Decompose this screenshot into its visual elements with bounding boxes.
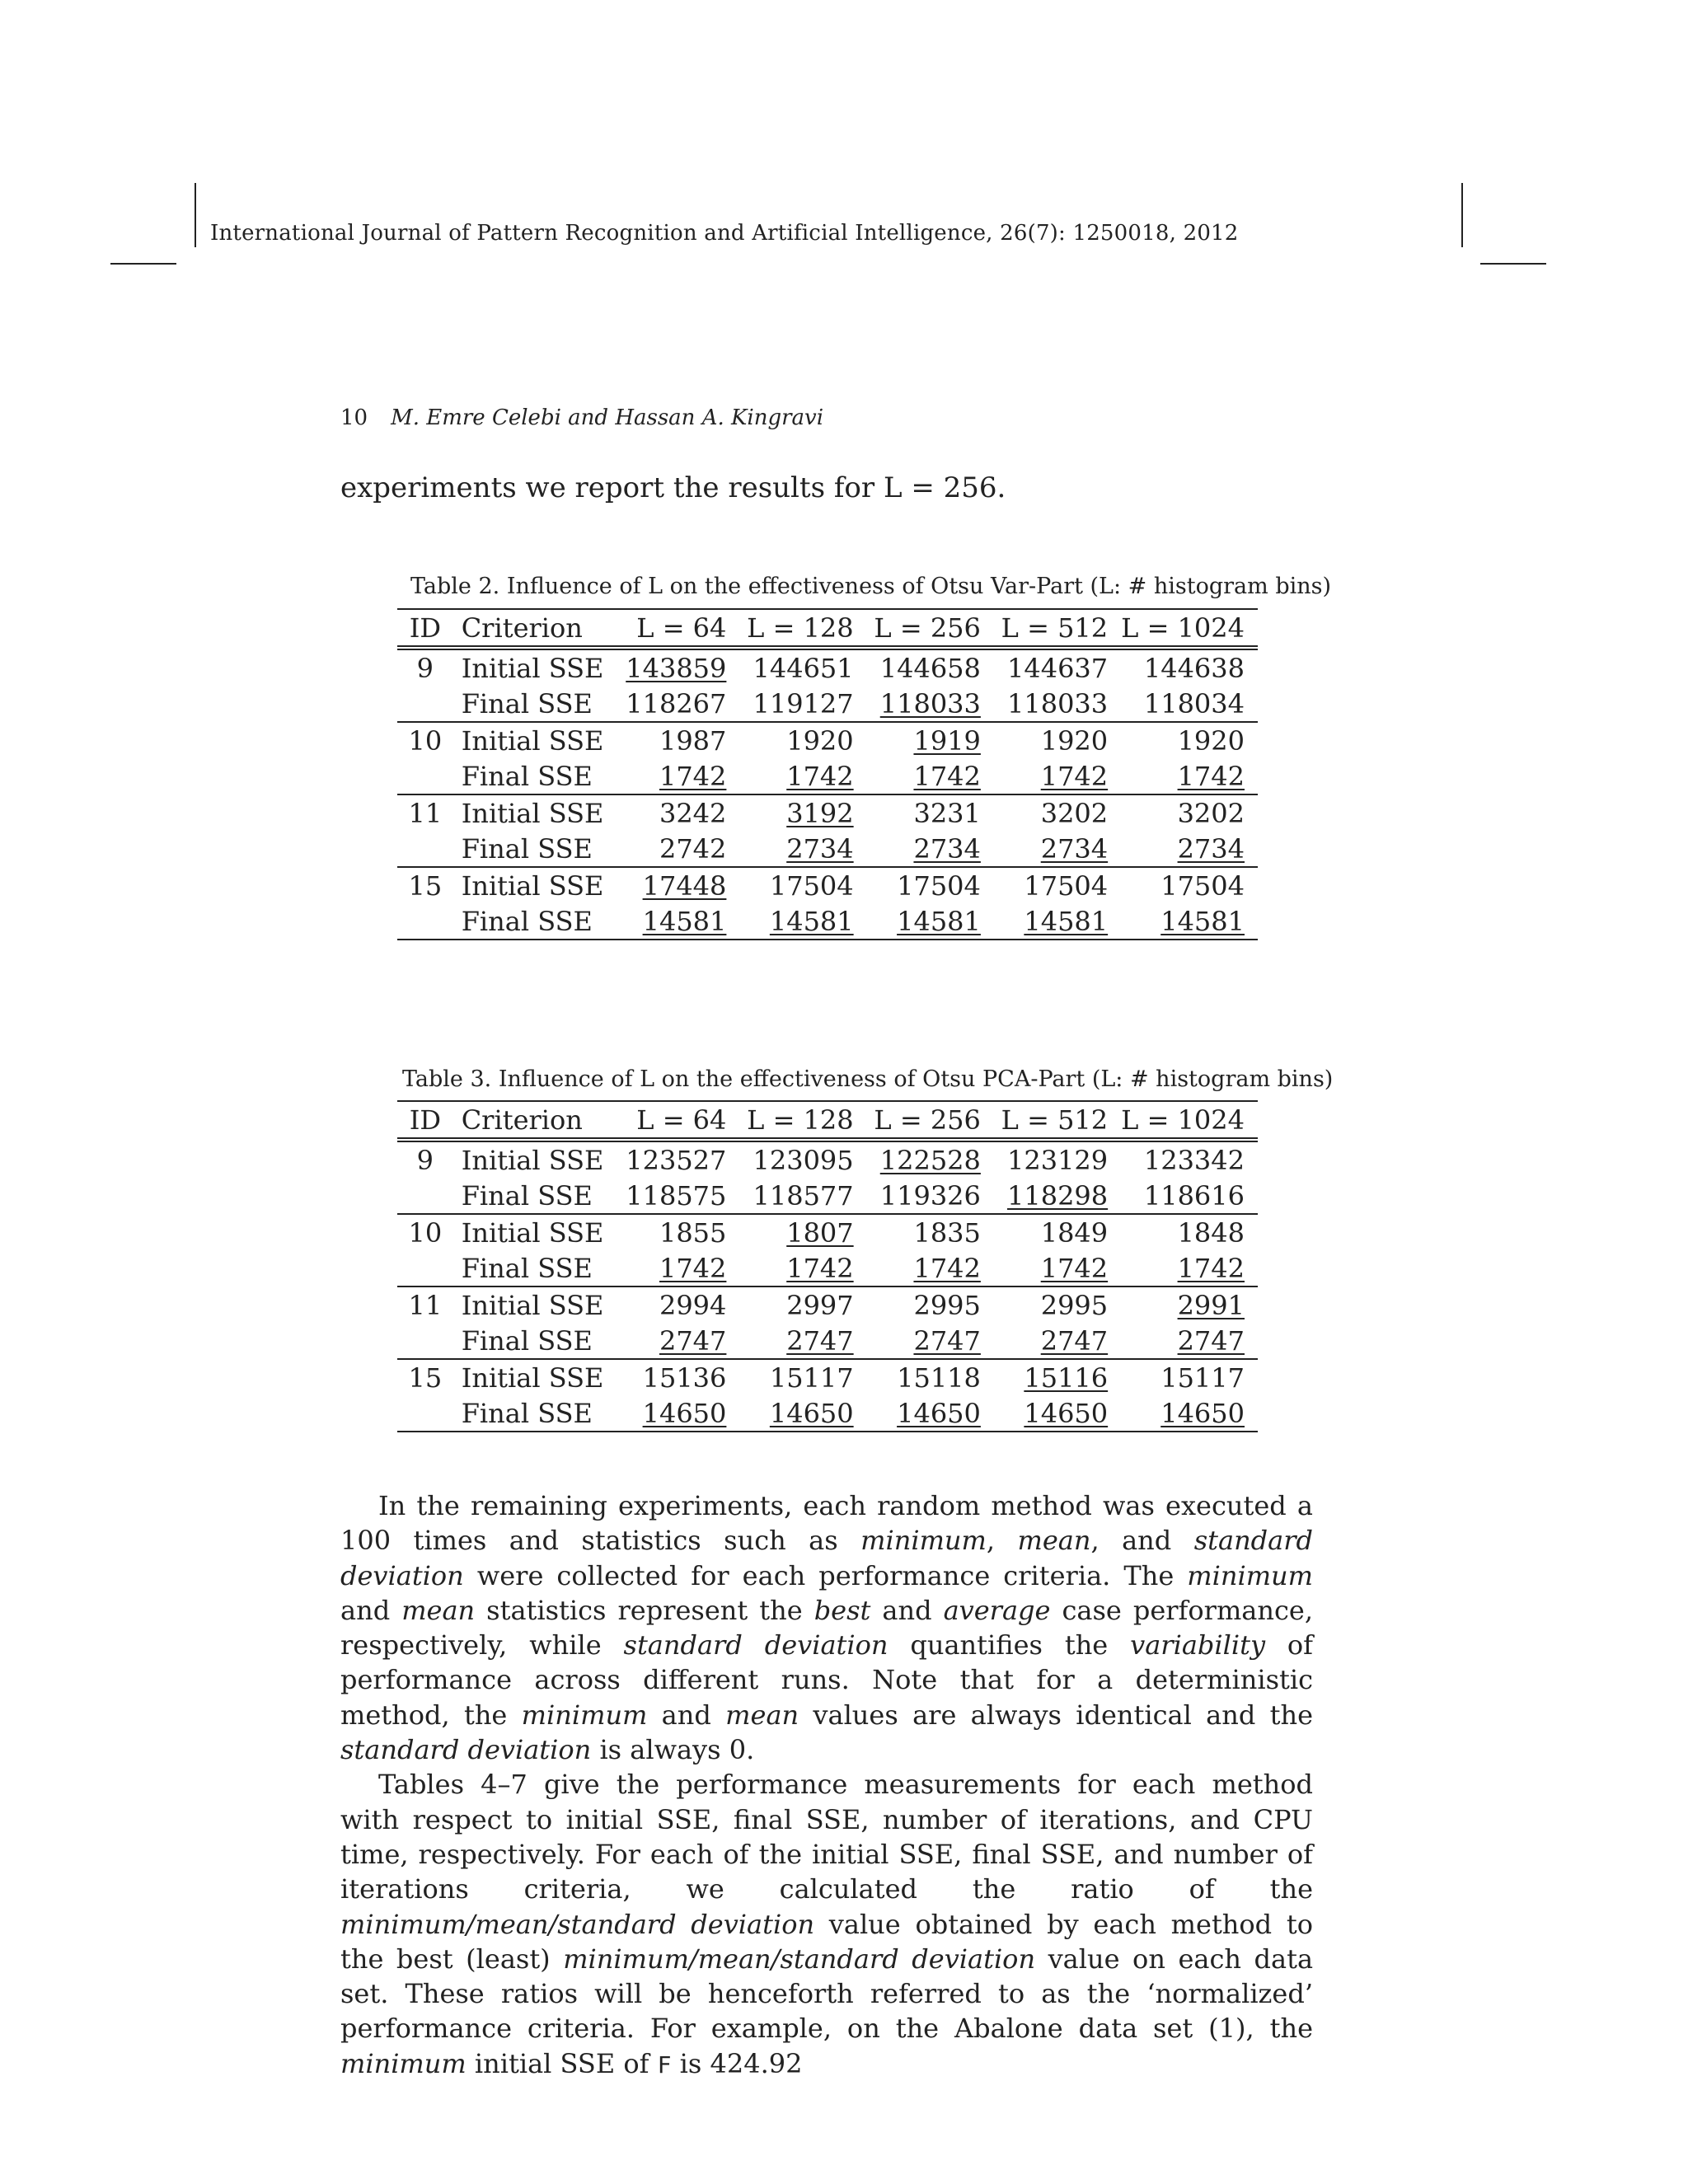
value-cell: 144658 xyxy=(879,652,981,684)
dataset-group xyxy=(397,1214,1258,1286)
value-cell: 14650 xyxy=(1160,1397,1245,1429)
criterion-cell: Initial SSE xyxy=(461,869,604,902)
value-cell: 3231 xyxy=(913,797,981,829)
dataset-id xyxy=(397,758,453,794)
criterion-cell: Final SSE xyxy=(461,687,593,719)
value-cell: 2734 xyxy=(786,832,854,865)
value-cell: 143859 xyxy=(626,652,727,684)
value-cell: 2995 xyxy=(913,1289,981,1321)
value-cell: 1919 xyxy=(913,724,981,757)
value-cell: 1920 xyxy=(1040,724,1109,757)
column-header: L = 128 xyxy=(747,1104,854,1136)
value-cell: 14650 xyxy=(1024,1397,1109,1429)
value-cell: 2994 xyxy=(659,1289,727,1321)
column-header: L = 128 xyxy=(747,612,854,644)
value-cell: 1742 xyxy=(1177,760,1245,792)
value-cell: 3202 xyxy=(1040,797,1109,829)
value-cell: 123342 xyxy=(1143,1144,1245,1176)
value-cell: 123095 xyxy=(753,1144,854,1176)
column-header: L = 256 xyxy=(874,1104,981,1136)
value-cell: 1742 xyxy=(1040,760,1109,792)
value-cell: 17504 xyxy=(897,869,981,902)
criterion-cell: Initial SSE xyxy=(461,724,604,757)
criterion-cell: Final SSE xyxy=(461,1179,593,1212)
body-text xyxy=(340,1488,1313,2083)
value-cell: 1742 xyxy=(786,1252,854,1284)
value-cell: 118033 xyxy=(879,687,981,719)
table2 xyxy=(397,608,1258,940)
table-row xyxy=(397,722,1258,758)
criterion-cell: Final SSE xyxy=(461,832,593,865)
intro-line: experiments we report the results for L = 256. xyxy=(340,471,1006,504)
crop-mark-left-vertical xyxy=(195,183,196,247)
value-cell: 144637 xyxy=(1006,652,1109,684)
criterion-cell: Final SSE xyxy=(461,1252,593,1284)
value-cell: 3242 xyxy=(659,797,727,829)
table-header-row xyxy=(397,1101,1258,1140)
criterion-cell: Initial SSE xyxy=(461,1144,604,1176)
table-row xyxy=(397,1178,1258,1214)
criterion-cell: Initial SSE xyxy=(461,1289,604,1321)
table-row xyxy=(397,648,1258,686)
table-header-row xyxy=(397,609,1258,648)
value-cell: 3192 xyxy=(786,797,854,829)
dataset-id xyxy=(397,1395,453,1432)
table-row xyxy=(397,758,1258,794)
value-cell: 1742 xyxy=(659,760,727,792)
criterion-cell: Final SSE xyxy=(461,1324,593,1357)
dataset-id: 11 xyxy=(408,1289,443,1321)
value-cell: 1742 xyxy=(1177,1252,1245,1284)
criterion-cell: Initial SSE xyxy=(461,652,604,684)
dataset-group xyxy=(397,1140,1258,1214)
table-row xyxy=(397,1395,1258,1432)
authors: M. Emre Celebi and Hassan A. Kingravi xyxy=(391,405,824,430)
value-cell: 2997 xyxy=(786,1289,854,1321)
value-cell: 2991 xyxy=(1177,1289,1245,1321)
value-cell: 14650 xyxy=(897,1397,981,1429)
table-row xyxy=(397,794,1258,831)
value-cell: 15117 xyxy=(1160,1361,1245,1394)
value-cell: 2742 xyxy=(659,832,727,865)
column-header: L = 64 xyxy=(636,612,727,644)
value-cell: 1849 xyxy=(1040,1216,1109,1249)
value-cell: 15136 xyxy=(642,1361,727,1394)
value-cell: 1742 xyxy=(1040,1252,1109,1284)
value-cell: 15118 xyxy=(897,1361,981,1394)
value-cell: 123527 xyxy=(626,1144,727,1176)
dataset-id: 11 xyxy=(408,797,443,829)
value-cell: 2747 xyxy=(786,1324,854,1357)
dataset-id xyxy=(397,831,453,867)
value-cell: 118575 xyxy=(626,1179,727,1212)
column-header: ID xyxy=(409,612,441,644)
value-cell: 1835 xyxy=(913,1216,981,1249)
dataset-id: 10 xyxy=(408,724,443,757)
value-cell: 17504 xyxy=(1024,869,1109,902)
value-cell: 1742 xyxy=(913,760,981,792)
value-cell: 2747 xyxy=(659,1324,727,1357)
page-number: 10 xyxy=(340,405,368,430)
value-cell: 1742 xyxy=(786,760,854,792)
table-row xyxy=(397,1323,1258,1359)
dataset-group xyxy=(397,1359,1258,1432)
dataset-id: 9 xyxy=(416,1144,434,1176)
value-cell: 2734 xyxy=(913,832,981,865)
dataset-id xyxy=(397,903,453,940)
value-cell: 118298 xyxy=(1006,1179,1109,1212)
value-cell: 1807 xyxy=(786,1216,854,1249)
paragraph-1: In the remaining experiments, each random method was executed a 100 times and statistics such as minimum, mean, and standard deviation were collected for each performance criteria. The minimum and mean statistics represent the best and average case performance, respectively, while standard deviation quantifies the variability of performance across different runs. Note that for a deterministic method, the minimum and mean values are always identical and the standard deviation is always 0. xyxy=(340,1490,1314,1766)
criterion-cell: Final SSE xyxy=(461,1397,593,1429)
criterion-cell: Initial SSE xyxy=(461,1361,604,1394)
value-cell: 144638 xyxy=(1143,652,1245,684)
value-cell: 15116 xyxy=(1024,1361,1109,1394)
value-cell: 14581 xyxy=(1024,905,1109,937)
value-cell: 2995 xyxy=(1040,1289,1109,1321)
column-header: L = 256 xyxy=(874,612,981,644)
table3 xyxy=(397,1100,1258,1432)
table-row xyxy=(397,1214,1258,1250)
value-cell: 3202 xyxy=(1177,797,1245,829)
table-row xyxy=(397,1359,1258,1395)
table-row xyxy=(397,1140,1258,1178)
value-cell: 2734 xyxy=(1040,832,1109,865)
dataset-id: 9 xyxy=(416,652,434,684)
dataset-id xyxy=(397,1323,453,1359)
value-cell: 17504 xyxy=(1160,869,1245,902)
dataset-id xyxy=(397,1178,453,1214)
crop-mark-right-vertical xyxy=(1461,183,1463,247)
value-cell: 118267 xyxy=(626,687,727,719)
value-cell: 1848 xyxy=(1177,1216,1245,1249)
column-header: L = 1024 xyxy=(1121,612,1245,644)
column-header: L = 512 xyxy=(1001,1104,1109,1136)
value-cell: 15117 xyxy=(769,1361,854,1394)
value-cell: 14650 xyxy=(769,1397,854,1429)
column-header: L = 64 xyxy=(636,1104,727,1136)
journal-citation: International Journal of Pattern Recognition and Artificial Intelligence, 26(7): 1250018, 2012 xyxy=(210,221,1239,246)
criterion-cell: Final SSE xyxy=(461,760,593,792)
dataset-id: 10 xyxy=(408,1216,443,1249)
value-cell: 1920 xyxy=(1177,724,1245,757)
dataset-group xyxy=(397,1286,1258,1359)
value-cell: 2734 xyxy=(1177,832,1245,865)
dataset-id: 15 xyxy=(408,869,443,902)
column-header: L = 1024 xyxy=(1121,1104,1245,1136)
value-cell: 119326 xyxy=(879,1179,981,1212)
table3-caption: Table 3. Influence of L on the effectiveness of Otsu PCA-Part (L: # histogram bins) xyxy=(402,1066,1334,1092)
value-cell: 118616 xyxy=(1143,1179,1245,1212)
value-cell: 1855 xyxy=(659,1216,727,1249)
value-cell: 14581 xyxy=(642,905,727,937)
dataset-id: 15 xyxy=(408,1361,443,1394)
column-header: Criterion xyxy=(461,612,583,644)
dataset-id xyxy=(397,1250,453,1286)
table-row xyxy=(397,867,1258,903)
criterion-cell: Initial SSE xyxy=(461,1216,604,1249)
dataset-id xyxy=(397,686,453,722)
paragraph-2: Tables 4–7 give the performance measurements for each method with respect to initial SSE, final SSE, number of iterations, and CPU time, respectively. For each of the initial SSE, final SSE, and number of iterations criteria, we calculated the ratio of the minimum/mean/standard deviation value obtained by each method to the best (least) minimum/mean/standard deviation value on each data set. These ratios will be henceforth referred to as the ‘normalized’ performance criteria. For example, on the Abalone data set (1), the minimum initial SSE of F is 424.92 xyxy=(340,1769,1314,2079)
table-row xyxy=(397,1286,1258,1323)
value-cell: 17448 xyxy=(642,869,727,902)
value-cell: 118033 xyxy=(1006,687,1109,719)
value-cell: 17504 xyxy=(769,869,854,902)
dataset-group xyxy=(397,794,1258,867)
value-cell: 14581 xyxy=(769,905,854,937)
value-cell: 118034 xyxy=(1143,687,1245,719)
value-cell: 118577 xyxy=(753,1179,854,1212)
table-row xyxy=(397,903,1258,940)
value-cell: 119127 xyxy=(753,687,854,719)
value-cell: 2747 xyxy=(1177,1324,1245,1357)
table2-caption: Table 2. Influence of L on the effectiveness of Otsu Var-Part (L: # histogram bins) xyxy=(410,574,1332,599)
running-head xyxy=(340,405,823,430)
value-cell: 14581 xyxy=(897,905,981,937)
value-cell: 2747 xyxy=(913,1324,981,1357)
value-cell: 14581 xyxy=(1160,905,1245,937)
column-header: Criterion xyxy=(461,1104,583,1136)
value-cell: 1742 xyxy=(913,1252,981,1284)
value-cell: 122528 xyxy=(879,1144,981,1176)
value-cell: 1987 xyxy=(659,724,727,757)
dataset-group xyxy=(397,867,1258,940)
value-cell: 1920 xyxy=(786,724,854,757)
value-cell: 1742 xyxy=(659,1252,727,1284)
criterion-cell: Final SSE xyxy=(461,905,593,937)
table-row xyxy=(397,831,1258,867)
crop-mark-left-horizontal xyxy=(110,263,176,265)
value-cell: 14650 xyxy=(642,1397,727,1429)
table-row xyxy=(397,686,1258,722)
value-cell: 123129 xyxy=(1006,1144,1109,1176)
column-header: L = 512 xyxy=(1001,612,1109,644)
criterion-cell: Initial SSE xyxy=(461,797,604,829)
table-row xyxy=(397,1250,1258,1286)
crop-mark-right-horizontal xyxy=(1480,263,1546,265)
value-cell: 144651 xyxy=(753,652,854,684)
value-cell: 2747 xyxy=(1040,1324,1109,1357)
column-header: ID xyxy=(409,1104,441,1136)
dataset-group xyxy=(397,722,1258,794)
dataset-group xyxy=(397,648,1258,722)
